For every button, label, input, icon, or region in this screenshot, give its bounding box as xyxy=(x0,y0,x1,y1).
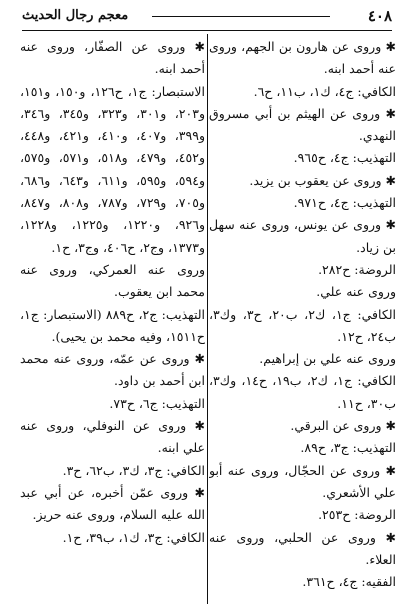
left-column xyxy=(20,36,205,604)
right-entry-7: ✱ وروى عن يونس، وروى عنه سهل بن زياد. xyxy=(209,217,396,255)
book-title: معجم رجال الحديث xyxy=(22,8,129,23)
left-entry-1: ✱ وروى عن الصفّار، وروى عنه أحمد ابنه. xyxy=(20,39,205,77)
right-entry-6: التهذيب: ج٤، ح٩٧١. xyxy=(293,195,396,211)
right-entry-18: الفقيه: ج٤، ح٣٦١. xyxy=(302,574,396,590)
right-entry-11: وروى عنه علي بن إبراهيم. xyxy=(259,351,396,367)
running-header xyxy=(22,5,392,29)
right-entry-10: الكافي: ج١، ك٢، ب٢٠، ح٣، وك٣، ب٢٤، ح١٢. xyxy=(209,306,396,344)
left-entry-9: ✱ وروى عمّن أخبره، عن أبي عبد الله عليه السلام، وروى عنه حريز. xyxy=(20,484,205,523)
right-entry-3: ✱ وروى عن الهيثم بن أبي مسروق النهدي. xyxy=(209,105,396,144)
left-entry-10: الكافي: ج٣، ك١، ب٣٩، ح١. xyxy=(62,529,205,545)
left-entry-6: التهذيب: ج٦، ح٧٣. xyxy=(109,395,205,411)
right-entry-14: التهذيب: ج٣، ح٨٩. xyxy=(300,440,396,456)
right-entry-4: التهذيب: ج٤، ح٩٦٥. xyxy=(293,150,396,166)
right-entry-17: ✱ وروى عن الحلبي، وروى عنه العلاء. xyxy=(209,529,396,567)
right-entry-16: الروضة: ح٢٥٣. xyxy=(318,507,396,523)
right-entry-8: الروضة: ح٢٨٢. xyxy=(318,261,396,277)
right-entry-2: الكافي: ج٤، ك١، ب١١، ح٦. xyxy=(253,83,396,99)
right-entry-5: ✱ وروى عن يعقوب بن يزيد. xyxy=(249,172,396,188)
header-underline xyxy=(22,30,392,31)
right-entry-13: ✱ وروى عن البرقي. xyxy=(290,418,396,434)
left-entry-7: ✱ وروى عن النوفلي، وروى عنه علي ابنه. xyxy=(20,418,205,456)
right-column xyxy=(209,36,396,604)
header-rule xyxy=(152,16,330,17)
left-entry-3: وروى عنه العمركي، وروى عنه محمد ابن يعقوب. xyxy=(20,261,205,300)
page-number: ٤٠٨ xyxy=(367,7,392,25)
right-entry-15: ✱ وروى عن الحجّال، وروى عنه أبو علي الأشعري. xyxy=(209,462,396,500)
left-entry-4: التهذيب: ج٢، ح٨٨٩ (الاستبصار: ج١، ح١٥١١، وفيه محمد بن يحيى). xyxy=(20,306,205,344)
left-entry-2: الاستبصار: ج١، ح١٢٦، و١٥٠، و١٥١، و٢٠٣، و٣٠١، و٣٢٣، و٣٤٥، و٣٤٦، و٣٩٩، و٤٠٧، و٤١٠، و٤٢١، و٤٤٨، و٤٥٢، و٤٧٩، و٥١٨، و٥٧١، و٥٧٥، و٥٩٤، و٥٩٥، و٦١١، و٦٤٣، و٦٨٦، و٧٠٥، و٧٢٩، و٧٨٧، و٨٠٨، و٨٤٧، و٩٢٦، و١٢٢٠، و١٢٢٥، و١٢٢٨، و١٣٧٣، وج٢، ح٤٠٦، وج٣، ح١. xyxy=(20,83,205,255)
column-divider xyxy=(207,34,208,604)
left-entry-5: ✱ وروى عن عمّه، وروى عنه محمد ابن أحمد بن داود. xyxy=(20,351,205,389)
right-entry-9: وروى عنه علي. xyxy=(316,284,396,300)
right-entry-1: ✱ وروى عن هارون بن الجهم، وروى عنه أحمد ابنه. xyxy=(209,39,396,77)
left-entry-8: الكافي: ج٣، ك٣، ب٦٢، ح٣. xyxy=(62,462,205,478)
right-entry-12: الكافي: ج١، ك٢، ب١٩، ح١٤، وك٣، ب٣٠، ح١١. xyxy=(209,373,396,411)
